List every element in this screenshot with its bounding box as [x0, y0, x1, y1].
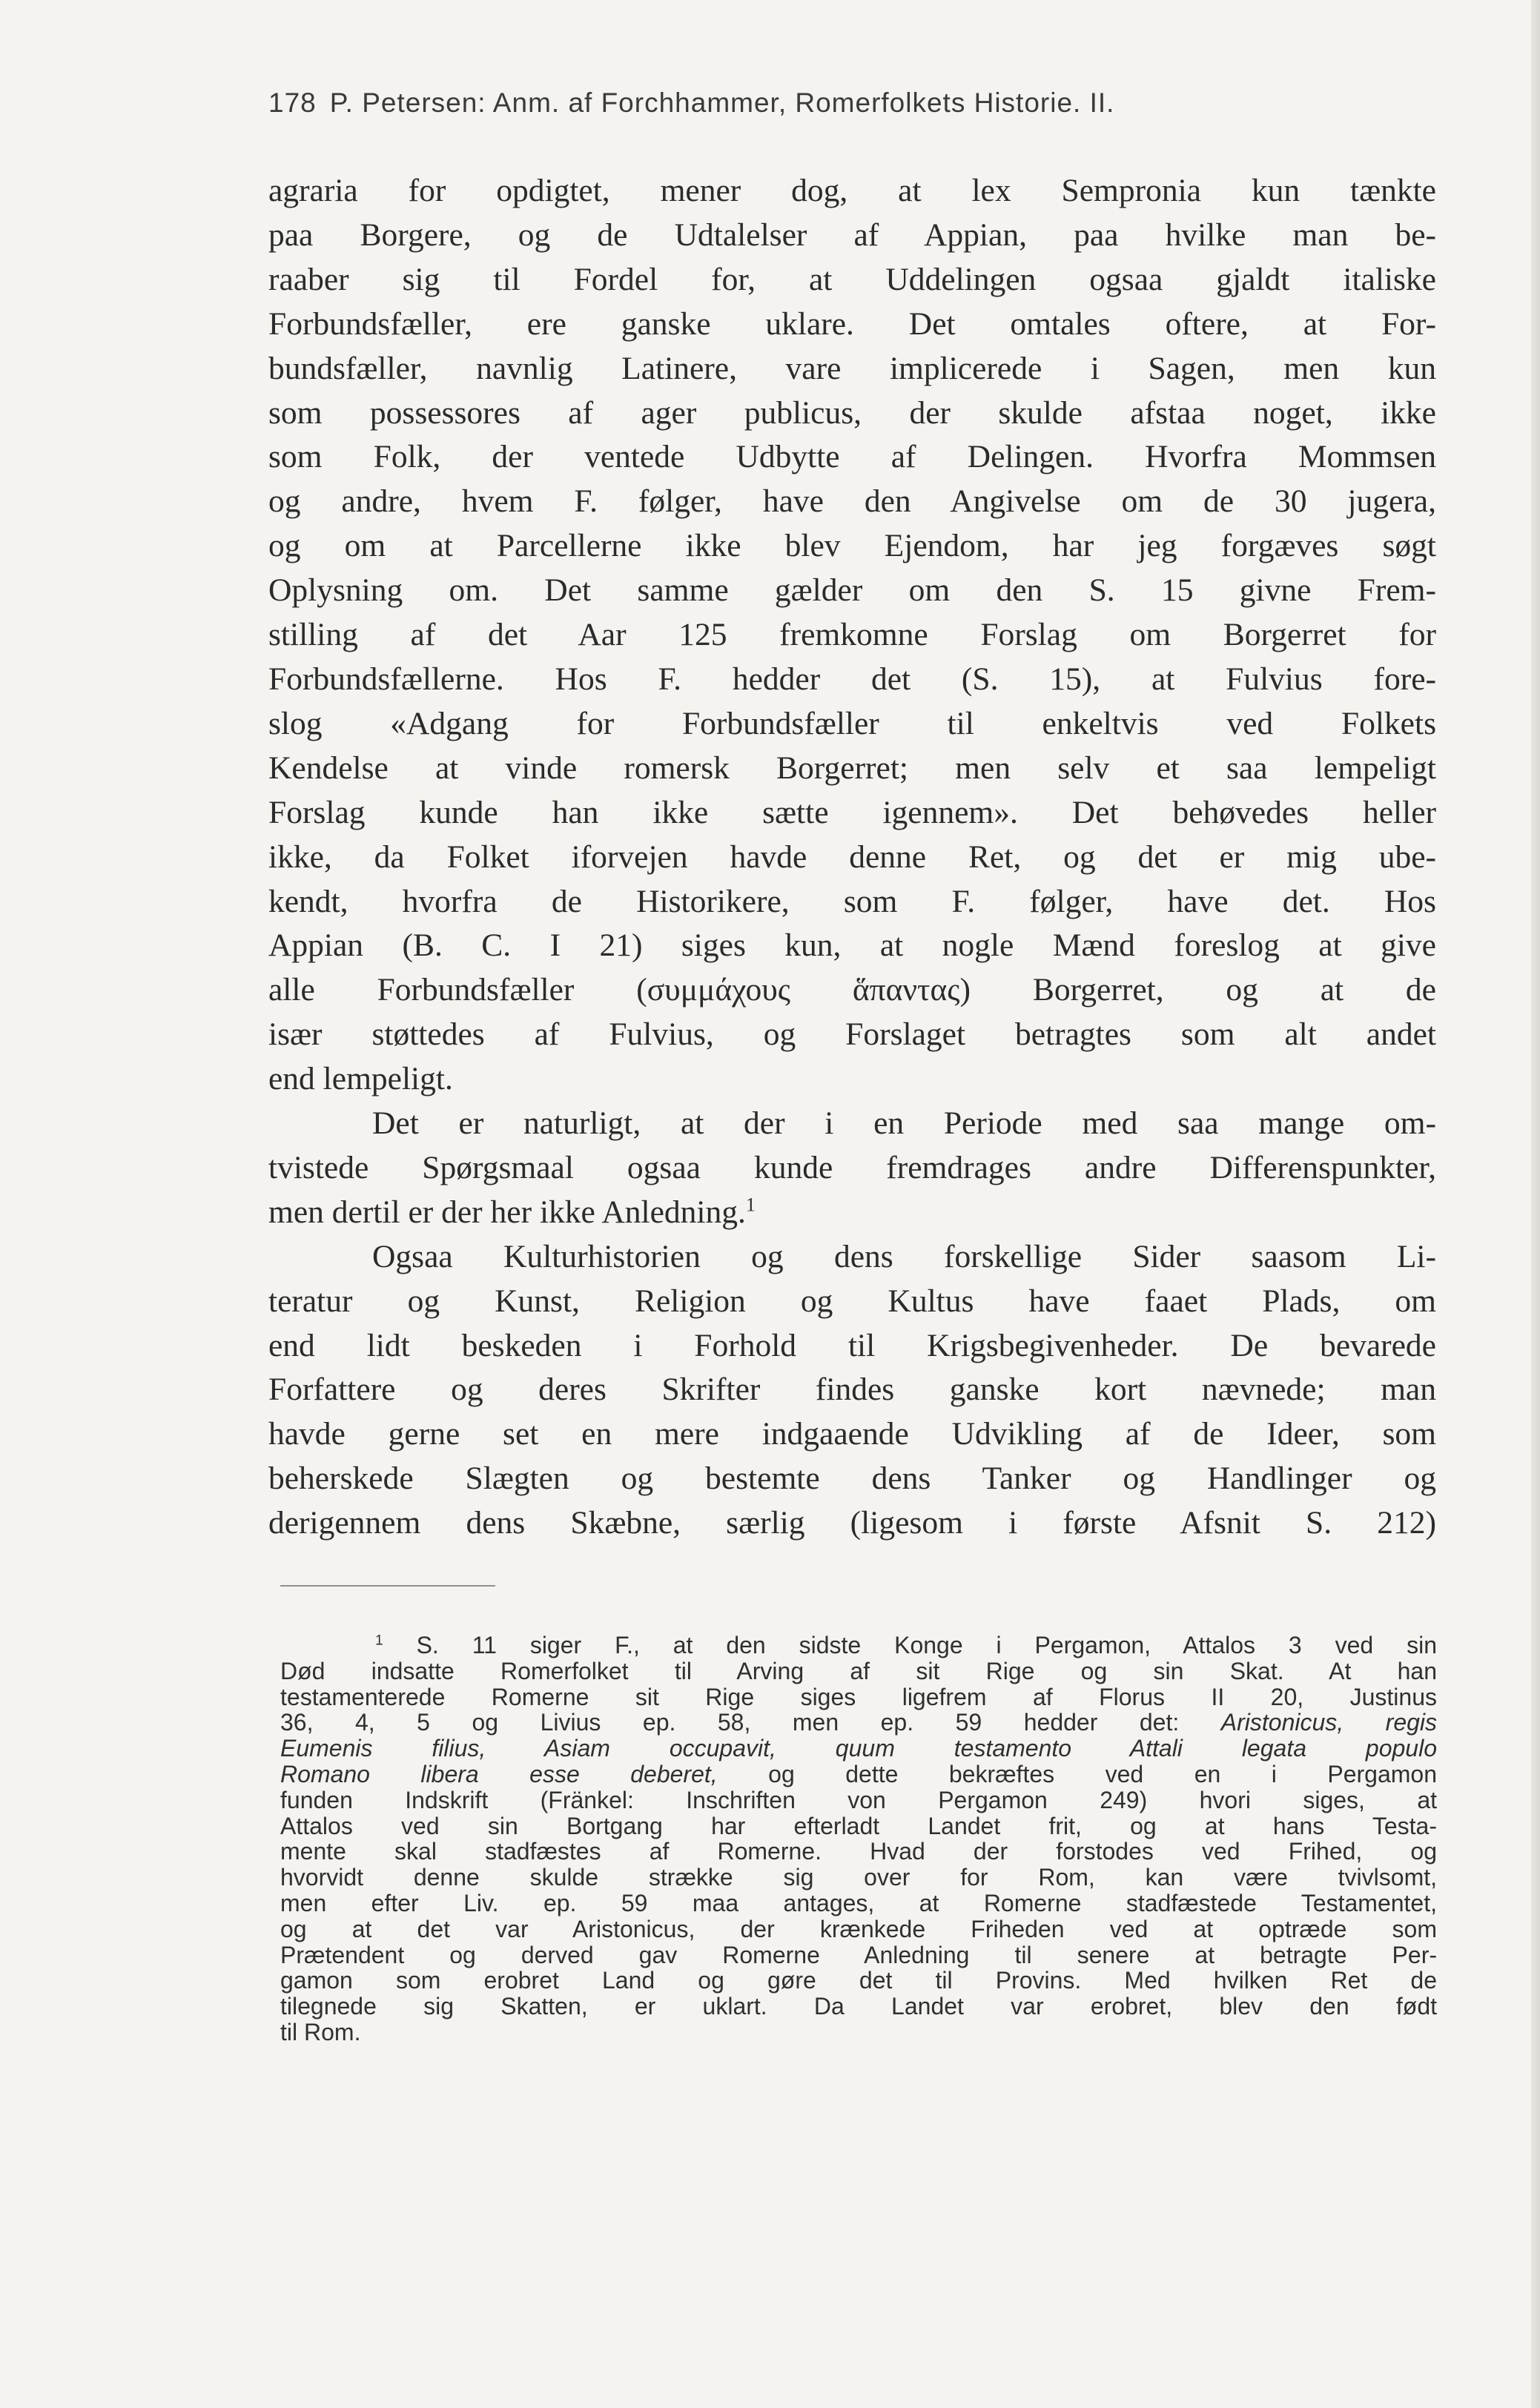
text-line: stilling af det Aar 125 fremkomne Forslag om Borgerret for	[268, 617, 1436, 653]
footnote-line: Attalos ved sin Bortgang har efterladt Landet frit, og at hans Testa-	[280, 1812, 1437, 1839]
text-line: især støttedes af Fulvius, og Forslaget betragtes som alt andet	[268, 1016, 1436, 1053]
latin-quote: Eumenis filius, Asiam occupavit, quum testamento Attali legata populo	[280, 1735, 1437, 1762]
page-number: 178	[268, 87, 317, 118]
footnote-marker: 1	[375, 1633, 383, 1649]
text-line: paa Borgere, og de Udtalelser af Appian, paa hvilke man be-	[268, 216, 1436, 253]
text-line: og andre, hvem F. følger, have den Angivelse om de 30 jugera,	[268, 483, 1436, 520]
text-line-with-note-ref	[268, 1191, 1436, 1235]
footnote-line	[280, 1710, 1437, 1736]
text-fragment: S. 11 siger F., at den sidste Konge i Pergamon, Attalos 3 ved sin	[416, 1632, 1438, 1658]
text-line: end lempeligt.	[268, 1061, 453, 1097]
text-line: bundsfæller, navnlig Latinere, vare implicerede i Sagen, men kun	[268, 350, 1436, 386]
text-line: Forbundsfæller, ere ganske uklare. Det omtales oftere, at For-	[268, 305, 1436, 342]
footnote-line	[280, 1736, 1437, 1762]
footnote-line: Død indsatte Romerfolket til Arving af sit Rige og sin Skat. At han	[280, 1657, 1437, 1684]
text-line: ikke, da Folket iforvejen havde denne Ret, og det er mig ube-	[268, 838, 1436, 875]
text-line: tvistede Spørgsmaal ogsaa kunde fremdrages andre Differenspunkter,	[268, 1149, 1436, 1185]
footnote-line: og at det var Aristonicus, der krænkede Friheden ved at optræde som	[280, 1915, 1437, 1942]
running-title: P. Petersen: Anm. af Forchhammer, Romerfolkets Historie. II.	[329, 87, 1115, 118]
footnote-line: testamenterede Romerne sit Rige siges ligefrem af Florus II 20, Justinus	[280, 1683, 1437, 1710]
text-line: alle Forbundsfæller (συμμάχους ἅπαντας) Borgerret, og at de	[268, 972, 1436, 1008]
text-line: slog «Adgang for Forbundsfæller til enkeltvis ved Folkets	[268, 705, 1436, 741]
text-line: og om at Parcellerne ikke blev Ejendom, har jeg forgæves søgt	[268, 528, 1436, 564]
text-line: havde gerne set en mere indgaaende Udvikling af de Ideer, som	[268, 1416, 1436, 1452]
text-line: derigennem dens Skæbne, særlig (ligesom i første Afsnit S. 212)	[268, 1505, 1436, 1541]
text-line: agraria for opdigtet, mener dog, at lex Sempronia kun tænkte	[268, 173, 1436, 208]
footnote-line: Prætendent og derved gav Romerne Anledning til senere at betragte Per-	[280, 1941, 1437, 1968]
footnote-first-line	[280, 1633, 1437, 1658]
latin-quote: Aristonicus, regis	[1220, 1709, 1438, 1736]
running-header	[268, 87, 1114, 119]
text-line: Forfattere og deres Skrifter findes ganske kort nævnede; man	[268, 1372, 1436, 1408]
paragraph-start-line: Det er naturligt, at der i en Periode med saa mange om-	[372, 1105, 1436, 1142]
footnote-reference: 1	[745, 1194, 756, 1216]
text-line: Kendelse at vinde romersk Borgerret; men selv et saa lempeligt	[268, 750, 1436, 786]
text-line: kendt, hvorfra de Historikere, som F. følger, have det. Hos	[268, 883, 1436, 919]
text-line: Appian (B. C. I 21) siges kun, at nogle Mænd foreslog at give	[268, 927, 1436, 964]
text-line: Forbundsfællerne. Hos F. hedder det (S. 15), at Fulvius fore-	[268, 661, 1436, 697]
footnote-line: mente skal stadfæstes af Romerne. Hvad der forstodes ved Frihed, og	[280, 1838, 1437, 1865]
text-line: teratur og Kunst, Religion og Kultus have faaet Plads, om	[268, 1283, 1436, 1319]
text-line: raaber sig til Fordel for, at Uddelingen ogsaa gjaldt italiske	[268, 261, 1436, 297]
text-line: beherskede Slægten og bestemte dens Tanker og Handlinger og	[268, 1461, 1436, 1497]
text-fragment: 36, 4, 5 og Livius ep. 58, men ep. 59 hedder det:	[280, 1709, 1180, 1736]
text-fragment: men dertil er der her ikke Anledning.	[268, 1194, 746, 1230]
footnote-line: funden Indskrift (Fränkel: Inschriften von Pergamon 249) hvori siges, at	[280, 1786, 1437, 1813]
text-line: Forslag kunde han ikke sætte igennem». Det behøvedes heller	[268, 794, 1436, 830]
footnote-line: men efter Liv. ep. 59 maa antages, at Romerne stadfæstede Testamentet,	[280, 1889, 1437, 1916]
footnote-line: hvorvidt denne skulde strække sig over for Rom, kan være tvivlsomt,	[280, 1864, 1437, 1891]
text-line: som Folk, der ventede Udbytte af Delingen. Hvorfra Mommsen	[268, 439, 1436, 475]
footnote-line: til Rom.	[280, 2018, 361, 2045]
paragraph-start-line: Ogsaa Kulturhistorien og dens forskellige Sider saasom Li-	[372, 1238, 1436, 1274]
footnote-divider	[280, 1585, 495, 1587]
footnote	[280, 1633, 1437, 2045]
page-edge	[1531, 0, 1540, 2408]
footnote-line	[280, 1762, 1437, 1787]
footnote-line: tilegnede sig Skatten, er uklart. Da Landet var erobret, blev den født	[280, 1993, 1437, 2020]
latin-quote: Romano libera esse deberet,	[280, 1760, 718, 1787]
text-fragment: og dette bekræftes ved en i Pergamon	[768, 1760, 1438, 1787]
text-line: Oplysning om. Det samme gælder om den S. 15 givne Frem-	[268, 572, 1436, 609]
body-text	[268, 169, 1436, 1546]
footnote-line: gamon som erobret Land og gøre det til Provins. Med hvilken Ret de	[280, 1967, 1437, 1994]
text-line: end lidt beskeden i Forhold til Krigsbegivenheder. De bevarede	[268, 1327, 1436, 1363]
text-line: som possessores af ager publicus, der skulde afstaa noget, ikke	[268, 394, 1436, 431]
